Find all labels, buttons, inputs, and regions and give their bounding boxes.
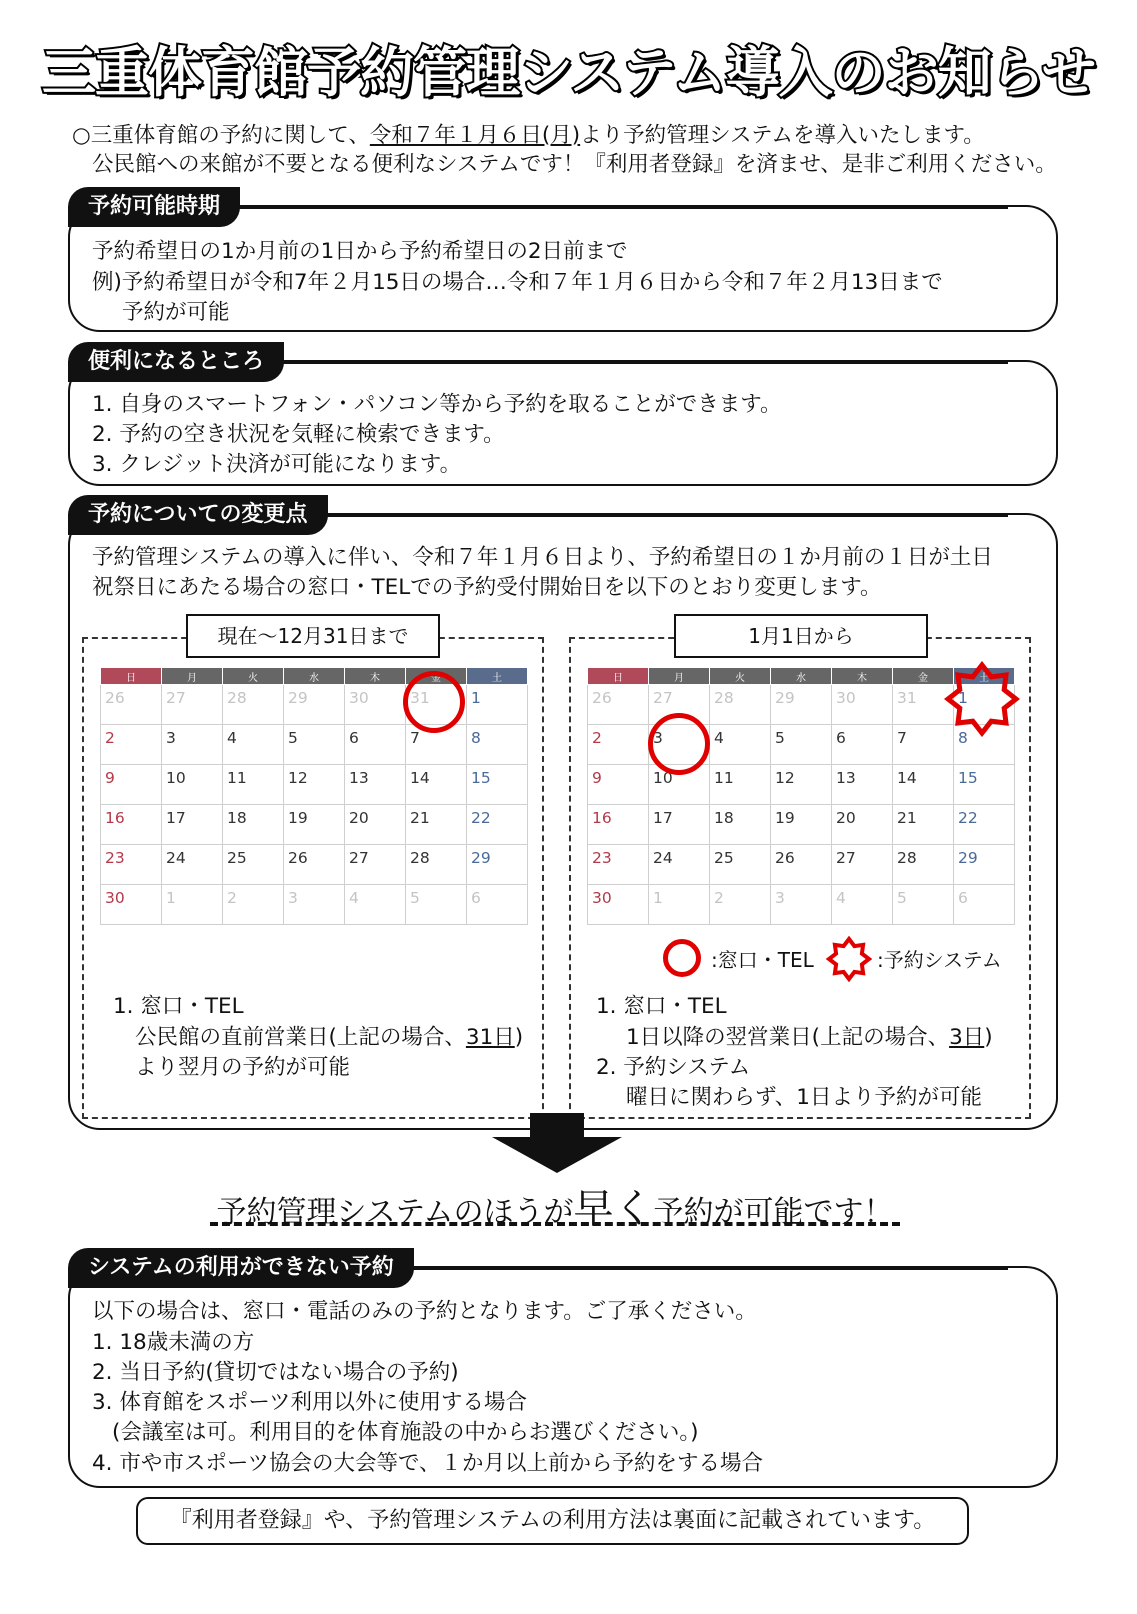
page-title: 三重体育館予約管理システム導入のお知らせ bbox=[42, 41, 1095, 104]
calendar-day: 11 bbox=[223, 765, 284, 805]
calendar-day: 3 bbox=[162, 725, 223, 765]
calendar-day: 8 bbox=[954, 725, 1015, 765]
calendar-day: 8 bbox=[467, 725, 528, 765]
conclusion-text: 予約が可能です！ bbox=[653, 1195, 894, 1230]
note-line bbox=[135, 1023, 523, 1053]
calendar-day: 4 bbox=[345, 885, 406, 925]
calendar-day: 9 bbox=[588, 765, 649, 805]
period-line: 予約希望日の1か月前の1日から予約希望日の2日前まで bbox=[92, 239, 628, 264]
calendar-day: 6 bbox=[832, 725, 893, 765]
calendar-day: 17 bbox=[649, 805, 710, 845]
calendar-day: 15 bbox=[467, 765, 528, 805]
calendar-day: 29 bbox=[467, 845, 528, 885]
calendar-day: 27 bbox=[345, 845, 406, 885]
calendar-day: 26 bbox=[588, 685, 649, 725]
calendar-day: 20 bbox=[832, 805, 893, 845]
calendar-day: 16 bbox=[101, 805, 162, 845]
calendar-day: 1 bbox=[467, 685, 528, 725]
calendar-day: 28 bbox=[223, 685, 284, 725]
legend-circle-label: :窓口・TEL bbox=[711, 948, 814, 972]
weekday-header: 月 bbox=[162, 668, 223, 685]
calendar-day: 13 bbox=[832, 765, 893, 805]
weekday-header: 火 bbox=[710, 668, 771, 685]
calendar-day: 19 bbox=[284, 805, 345, 845]
calendar-day: 29 bbox=[954, 845, 1015, 885]
calendar-day: 5 bbox=[284, 725, 345, 765]
legend-star-label: :予約システム bbox=[877, 948, 1002, 972]
calendar-day: 7 bbox=[406, 725, 467, 765]
weekday-header: 月 bbox=[649, 668, 710, 685]
calendar-day: 5 bbox=[771, 725, 832, 765]
section-label: システムの利用ができない予約 bbox=[68, 1248, 414, 1288]
calendar-day: 15 bbox=[954, 765, 1015, 805]
benefit-item: 3. クレジット決済が可能になります。 bbox=[92, 452, 462, 477]
conclusion-emphasis: 早く bbox=[573, 1186, 654, 1232]
weekday-header: 火 bbox=[223, 668, 284, 685]
section-label: 予約についての変更点 bbox=[68, 495, 328, 535]
calendar-day: 30 bbox=[345, 685, 406, 725]
restriction-item: 3. 体育館をスポーツ利用以外に使用する場合 bbox=[92, 1390, 527, 1415]
restriction-item: 4. 市や市スポーツ協会の大会等で、１か月以上前から予約をする場合 bbox=[92, 1451, 764, 1476]
calendar-day: 30 bbox=[101, 885, 162, 925]
calendar-day: 17 bbox=[162, 805, 223, 845]
note-title: 1. 窓口・TEL bbox=[113, 994, 244, 1019]
restriction-note: (会議室は可。利用目的を体育施設の中からお選びください。) bbox=[112, 1420, 699, 1445]
calendar-day: 6 bbox=[467, 885, 528, 925]
calendar-day: 6 bbox=[345, 725, 406, 765]
calendar-day: 5 bbox=[406, 885, 467, 925]
calendar-day: 27 bbox=[649, 685, 710, 725]
weekday-header: 日 bbox=[101, 668, 162, 685]
period-line: 例)予約希望日が令和7年２月15日の場合…令和７年１月６日から令和７年２月13日まで bbox=[92, 270, 943, 295]
restriction-item: 2. 当日予約(貸切ではない場合の予約) bbox=[92, 1360, 459, 1385]
section-label: 便利になるところ bbox=[68, 342, 284, 382]
calendar-day: 20 bbox=[345, 805, 406, 845]
calendar-day: 21 bbox=[406, 805, 467, 845]
calendar-day: 12 bbox=[284, 765, 345, 805]
calendar-day: 24 bbox=[162, 845, 223, 885]
calendar-day: 1 bbox=[162, 885, 223, 925]
period-line: 予約が可能 bbox=[122, 300, 230, 325]
panel-caption: 1月1日から bbox=[674, 614, 928, 658]
calendar-day: 28 bbox=[406, 845, 467, 885]
weekday-header: 水 bbox=[771, 668, 832, 685]
calendar-day: 26 bbox=[284, 845, 345, 885]
weekday-header: 金 bbox=[893, 668, 954, 685]
calendar-day: 1 bbox=[954, 685, 1015, 725]
calendar-day: 2 bbox=[588, 725, 649, 765]
calendar-day: 10 bbox=[162, 765, 223, 805]
calendar-day: 4 bbox=[710, 725, 771, 765]
benefit-item: 1. 自身のスマートフォン・パソコン等から予約を取ることができます。 bbox=[92, 392, 782, 417]
changes-line: 祝祭日にあたる場合の窓口・TELでの予約受付開始日を以下のとおり変更します。 bbox=[92, 575, 882, 600]
circle-marker bbox=[648, 713, 710, 775]
calendar-day: 29 bbox=[771, 685, 832, 725]
calendar-day: 30 bbox=[832, 685, 893, 725]
calendar-day: 11 bbox=[710, 765, 771, 805]
calendar-day: 2 bbox=[710, 885, 771, 925]
intro-date: 令和７年１月６日(月) bbox=[369, 123, 581, 148]
calendar-day: 6 bbox=[954, 885, 1015, 925]
calendar-day: 24 bbox=[649, 845, 710, 885]
changes-line: 予約管理システムの導入に伴い、令和７年１月６日より、予約希望日の１か月前の１日が土日 bbox=[92, 545, 993, 570]
note-text: ) bbox=[984, 1025, 993, 1050]
weekday-header: 土 bbox=[954, 668, 1015, 685]
calendar-day: 28 bbox=[710, 685, 771, 725]
calendar-day: 22 bbox=[467, 805, 528, 845]
conclusion-underline bbox=[210, 1222, 900, 1226]
note-line: 曜日に関わらず、1日より予約が可能 bbox=[626, 1085, 982, 1110]
calendar-day: 19 bbox=[771, 805, 832, 845]
calendar-day: 14 bbox=[893, 765, 954, 805]
calendar-day: 12 bbox=[771, 765, 832, 805]
weekday-header: 水 bbox=[284, 668, 345, 685]
down-arrow-icon bbox=[492, 1113, 622, 1173]
calendar-day: 27 bbox=[162, 685, 223, 725]
calendar-day: 4 bbox=[832, 885, 893, 925]
calendar-day: 26 bbox=[771, 845, 832, 885]
intro-suffix: より予約管理システムを導入いたします。 bbox=[580, 123, 985, 148]
calendar-day: 7 bbox=[893, 725, 954, 765]
calendar-day: 3 bbox=[649, 725, 710, 765]
note-text: 公民館の直前営業日(上記の場合、 bbox=[135, 1025, 466, 1050]
star-marker bbox=[944, 661, 1020, 737]
calendar-day: 9 bbox=[101, 765, 162, 805]
calendar-day: 14 bbox=[406, 765, 467, 805]
calendar-day: 31 bbox=[406, 685, 467, 725]
calendar-day: 29 bbox=[284, 685, 345, 725]
calendar-day: 5 bbox=[893, 885, 954, 925]
calendar-day: 10 bbox=[649, 765, 710, 805]
note-title: 1. 窓口・TEL bbox=[596, 994, 727, 1019]
intro-prefix: ○三重体育館の予約に関して、 bbox=[72, 123, 370, 148]
calendar-day: 23 bbox=[101, 845, 162, 885]
calendar-day: 18 bbox=[710, 805, 771, 845]
intro-line-1 bbox=[72, 118, 985, 149]
calendar-day: 28 bbox=[893, 845, 954, 885]
calendar-day: 1 bbox=[649, 885, 710, 925]
note-text: 1日以降の翌営業日(上記の場合、 bbox=[626, 1025, 950, 1050]
conclusion-text: 予約管理システムのほうが bbox=[216, 1195, 574, 1230]
restriction-item: 1. 18歳未満の方 bbox=[92, 1330, 255, 1355]
calendar-day: 2 bbox=[223, 885, 284, 925]
circle-marker bbox=[403, 671, 465, 733]
legend-circle-icon bbox=[663, 939, 701, 977]
section-label: 予約可能時期 bbox=[68, 187, 240, 227]
intro-line-2: 公民館への来館が不要となる便利なシステムです！『利用者登録』を済ませ、是非ご利用ください。 bbox=[92, 152, 1057, 177]
note-emphasis: 31日 bbox=[465, 1025, 515, 1050]
note-line: より翌月の予約が可能 bbox=[135, 1055, 351, 1080]
legend-star-icon bbox=[826, 936, 872, 982]
footer-note: 『利用者登録』や、予約管理システムの利用方法は裏面に記載されています。 bbox=[136, 1497, 969, 1545]
restriction-line: 以下の場合は、窓口・電話のみの予約となります。ご了承ください。 bbox=[92, 1299, 757, 1324]
benefit-item: 2. 予約の空き状況を気軽に検索できます。 bbox=[92, 422, 505, 447]
calendar-day: 3 bbox=[284, 885, 345, 925]
calendar-day: 26 bbox=[101, 685, 162, 725]
calendar-day: 25 bbox=[223, 845, 284, 885]
calendar-day: 27 bbox=[832, 845, 893, 885]
calendar-day: 31 bbox=[893, 685, 954, 725]
calendar-day: 4 bbox=[223, 725, 284, 765]
calendar-day: 16 bbox=[588, 805, 649, 845]
calendar-day: 18 bbox=[223, 805, 284, 845]
weekday-header: 木 bbox=[832, 668, 893, 685]
calendar-day: 22 bbox=[954, 805, 1015, 845]
calendar-day: 25 bbox=[710, 845, 771, 885]
weekday-header: 金 bbox=[406, 668, 467, 685]
calendar-day: 3 bbox=[771, 885, 832, 925]
panel-caption: 現在～12月31日まで bbox=[186, 614, 440, 658]
calendar-day: 2 bbox=[101, 725, 162, 765]
note-title: 2. 予約システム bbox=[596, 1055, 751, 1080]
note-text: ) bbox=[514, 1025, 524, 1050]
weekday-header: 土 bbox=[467, 668, 528, 685]
note-line bbox=[626, 1023, 993, 1053]
calendar-day: 23 bbox=[588, 845, 649, 885]
calendar-day: 30 bbox=[588, 885, 649, 925]
calendar-day: 13 bbox=[345, 765, 406, 805]
weekday-header: 日 bbox=[588, 668, 649, 685]
weekday-header: 木 bbox=[345, 668, 406, 685]
note-emphasis: 3日 bbox=[949, 1025, 985, 1050]
calendar-day: 21 bbox=[893, 805, 954, 845]
